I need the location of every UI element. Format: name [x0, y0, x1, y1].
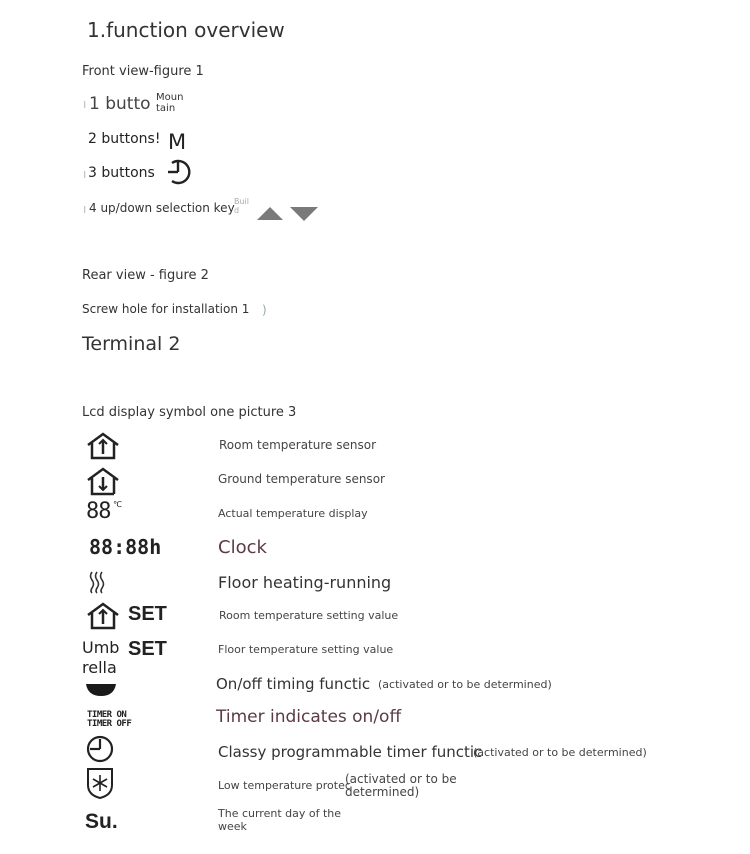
floor-set-label: Floor temperature setting value	[218, 643, 394, 656]
heat-waves-icon	[89, 570, 107, 594]
set-label-floor: SET	[128, 638, 167, 660]
clock-icon	[166, 158, 192, 186]
front-item-1-tag: Moun tain	[156, 92, 184, 114]
half-disc-icon	[86, 684, 116, 696]
house-set-icon	[86, 602, 120, 630]
timer-label: Timer indicates on/off	[216, 707, 402, 727]
timer-off-glyph: TIMER OFF	[87, 719, 132, 729]
timer-on-glyph: TIMER ON	[87, 710, 127, 720]
page-title: 1.function overview	[87, 18, 285, 42]
room-sensor-label: Room temperature sensor	[219, 438, 376, 452]
house-thermometer-up-icon	[86, 432, 120, 460]
front-view-heading: Front view-figure 1	[82, 64, 204, 79]
screw-hole-label: Screw hole for installation 1	[82, 302, 250, 316]
rear-view-heading: Rear view - figure 2	[82, 268, 209, 283]
celsius-unit: ℃	[113, 500, 122, 509]
room-set-label: Room temperature setting value	[219, 609, 399, 622]
m-letter-icon: M	[168, 130, 187, 154]
day-label: The current day of the week	[218, 807, 342, 833]
set-label-room: SET	[128, 603, 167, 625]
low-temp-label: Low temperature protec	[218, 779, 351, 792]
terminal-label: Terminal 2	[82, 333, 181, 355]
umbrella-text-icon: Umb rella	[82, 638, 120, 677]
lcd-heading: Lcd display symbol one picture 3	[82, 405, 297, 420]
ground-sensor-label: Ground temperature sensor	[218, 472, 385, 486]
programmable-label: Classy programmable timer functic	[218, 743, 483, 761]
low-temp-note: (activated or to be determined)	[345, 772, 457, 799]
front-item-4-tag: Buil d	[234, 197, 250, 215]
onoff-timing-note: (activated or to be determined)	[378, 678, 552, 691]
front-item-2-label: 2 buttons!	[88, 131, 161, 147]
onoff-timing-label: On/off timing functic	[216, 675, 371, 693]
actual-temp-label: Actual temperature display	[218, 507, 368, 520]
front-item-3-label: 3 buttons	[88, 165, 155, 181]
day-abbrev-icon: Su.	[85, 810, 118, 833]
house-thermometer-down-icon	[86, 467, 120, 496]
front-item-1-label: 1 butto	[89, 94, 151, 114]
up-down-arrows-icon	[257, 204, 319, 222]
clock-label: Clock	[218, 537, 267, 558]
clock-digits-icon: 88:88h	[89, 535, 162, 559]
frost-shield-icon	[86, 767, 114, 799]
clock-icon	[86, 735, 114, 763]
front-item-4-label: 4 up/down selection key	[89, 201, 235, 215]
digits-88-icon: 88	[86, 499, 111, 524]
floor-heating-label: Floor heating-running	[218, 573, 392, 592]
programmable-note: (activated or to be determined)	[473, 746, 647, 759]
